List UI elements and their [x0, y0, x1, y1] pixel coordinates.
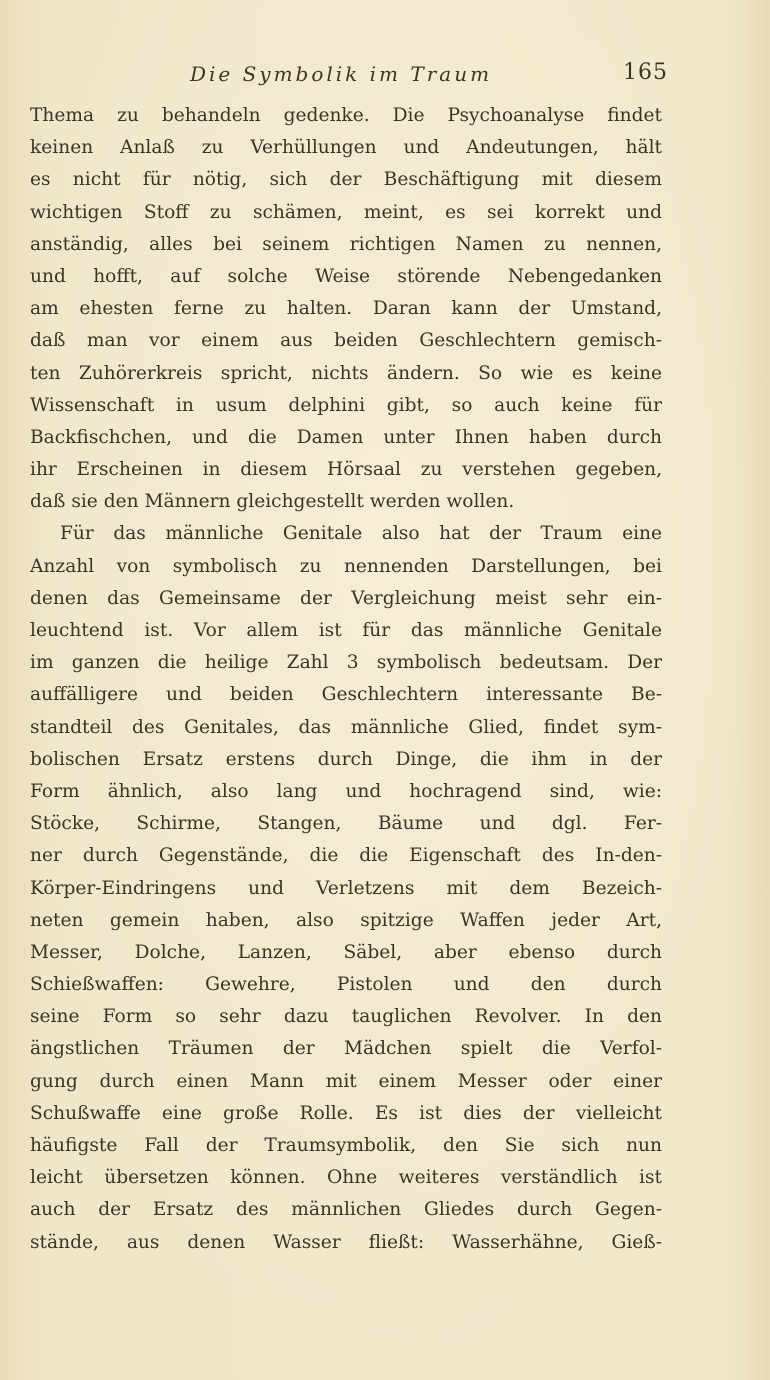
text-line: keinen Anlaß zu Verhüllungen und Andeutungen, hält: [30, 137, 662, 159]
text-line: standteil des Genitales, das männliche Glied, findet sym-: [30, 716, 662, 738]
text-line: Schießwaffen: Gewehre, Pistolen und den durch: [30, 974, 662, 996]
text-line: Thema zu behandeln gedenke. Die Psychoanalyse findet: [30, 105, 662, 126]
text-line: anständig, alles bei seinem richtigen Namen zu nennen,: [30, 233, 662, 255]
text-line: wichtigen Stoff zu schämen, meint, es sei korrekt und: [30, 201, 662, 223]
text-line: ihr Erscheinen in diesem Hörsaal zu verstehen gegeben,: [30, 459, 662, 481]
text-line: denen das Gemeinsame der Vergleichung meist sehr ein-: [30, 587, 662, 609]
text-line: daß man vor einem aus beiden Geschlechtern gemisch-: [30, 330, 662, 352]
text-line: bolischen Ersatz erstens durch Dinge, die ihm in der: [30, 748, 662, 770]
paragraph-first-line: Für das männliche Genitale also hat der Traum eine: [60, 523, 662, 545]
text-line: gung durch einen Mann mit einem Messer oder einer: [30, 1070, 662, 1092]
text-line: auch der Ersatz des männlichen Gliedes durch Gegen-: [30, 1199, 662, 1221]
text-line: Wissenschaft in usum delphini gibt, so auch keine für: [30, 394, 662, 416]
text-line: ängstlichen Träumen der Mädchen spielt die Verfol-: [30, 1038, 662, 1060]
page-number: 165: [623, 60, 668, 85]
text-line: daß sie den Männern gleichgestellt werden wollen.: [30, 491, 515, 513]
text-line: seine Form so sehr dazu tauglichen Revolver. In den: [30, 1006, 662, 1028]
text-line: es nicht für nötig, sich der Beschäftigung mit diesem: [30, 169, 662, 191]
text-line: Körper-Eindringens und Verletzens mit dem Bezeich-: [30, 877, 662, 899]
text-line: im ganzen die heilige Zahl 3 symbolisch bedeutsam. Der: [30, 652, 662, 674]
running-header: [0, 60, 770, 92]
text-line: neten gemein haben, also spitzige Waffen jeder Art,: [30, 909, 662, 931]
running-head-title: Die Symbolik im Traum: [189, 62, 493, 86]
text-line: Schußwaffe eine große Rolle. Es ist dies der vielleicht: [30, 1102, 662, 1124]
text-line: Messer, Dolche, Lanzen, Säbel, aber ebenso durch: [30, 941, 662, 963]
text-line: Form ähnlich, also lang und hochragend sind, wie:: [30, 780, 662, 802]
text-line: stände, aus denen Wasser fließt: Wasserhähne, Gieß-: [30, 1231, 662, 1253]
text-line: am ehesten ferne zu halten. Daran kann der Umstand,: [30, 298, 662, 320]
text-line: Anzahl von symbolisch zu nennenden Darstellungen, bei: [30, 555, 662, 577]
text-line: auffälligere und beiden Geschlechtern interessante Be-: [30, 684, 662, 706]
text-line: Backfischchen, und die Damen unter Ihnen haben durch: [30, 426, 662, 448]
text-line: ner durch Gegenstände, die die Eigenschaft des In-den-: [30, 845, 662, 867]
text-line: ten Zuhörerkreis spricht, nichts ändern. So wie es keine: [30, 362, 662, 384]
text-line: und hofft, auf solche Weise störende Nebengedanken: [30, 265, 662, 287]
text-line: leicht übersetzen können. Ohne weiteres verständlich ist: [30, 1167, 662, 1189]
text-line: häufigste Fall der Traumsymbolik, den Sie sich nun: [30, 1135, 662, 1156]
text-line: Stöcke, Schirme, Stangen, Bäume und dgl. Fer-: [30, 813, 662, 835]
body-text: [30, 100, 662, 1259]
text-line: leuchtend ist. Vor allem ist für das männliche Genitale: [30, 620, 662, 641]
